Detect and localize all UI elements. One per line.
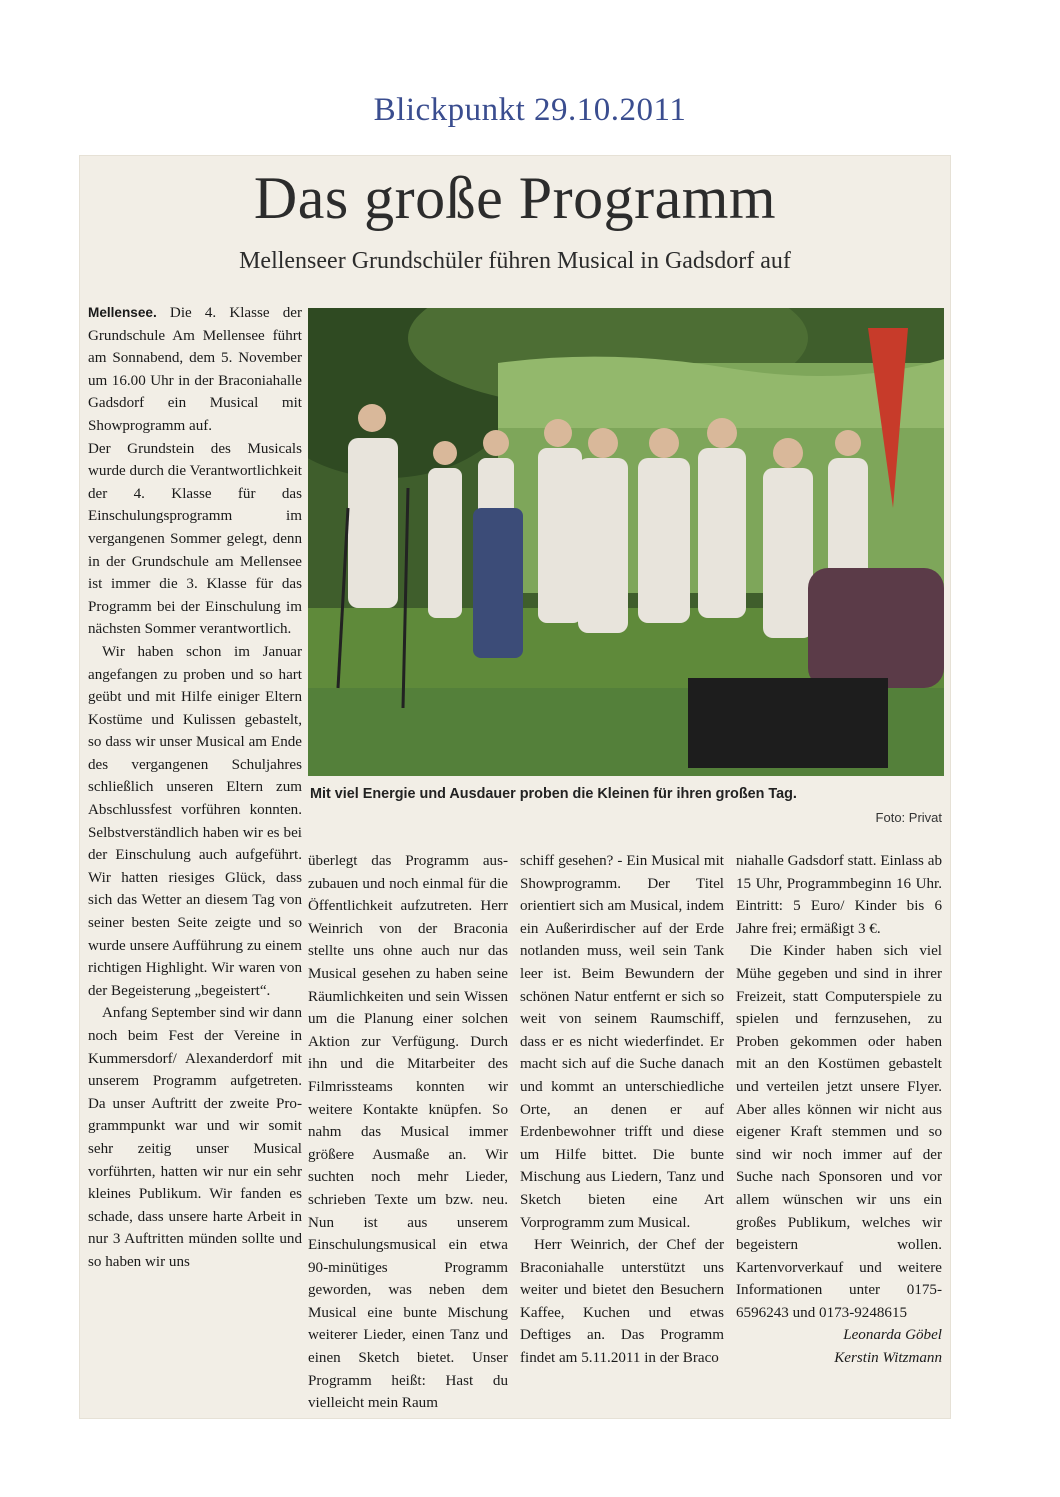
article-paragraph: Herr Weinrich, der Chef der Braconiahalle unterstützt uns weiter und bietet den Besuchern Kaffee, Kuchen und etwas Deftiges an. Das Programm findet am 5.11.2011 in der Braco: [520, 1237, 724, 1367]
photo-credit: Foto: Privat: [875, 810, 942, 825]
article-column-4: [736, 850, 942, 1370]
photo-caption: Mit viel Energie und Ausdauer proben die Kleinen für ihren großen Tag.: [310, 786, 797, 802]
article-photo: [308, 308, 944, 776]
paragraph-text: Die 4. Klasse der Grundschule Am Mellensee führt am Sonnabend, dem 5. November um 16.00 Uhr in der Braconiahalle Gadsdorf ein Musical mit Showprogramm auf.: [88, 305, 302, 434]
article-paragraph: Der Grundstein des Musicals wurde durch die Verantwortlichkeit der 4. Klasse für das Einschulungsprogramm im vergangenen Sommer gelegt, denn in der Grundschule am Mellensee ist immer die 3. Klasse für das Programm bei der Einschulung im nächsten Sommer verantwortlich.: [88, 440, 302, 638]
article-column-3: [520, 850, 724, 1370]
article-column-2: [308, 850, 508, 1415]
subheadline: Mellenseer Grundschüler führen Musical in Gadsdorf auf: [239, 248, 791, 274]
headline: Das große Programm: [253, 165, 777, 231]
article-paragraph: überlegt das Programm auszubauen und noch einmal für die Öffentlichkeit aufzutreten. Herr Weinrich von der Braconia stellte uns ohne auch nur das Musical gesehen zu haben seine Räumlichkeiten und sein Wissen um die Planung einer solchen Aktion zur Verfügung. Durch ihn und die Mitarbeiter des Filmrissteams konnten wir weitere Kontakte knüpfen. So nahm das Musical immer größere Ausmaße an. Wir suchten noch mehr Lieder, schrieben Texte um bzw. neu. Nun ist aus unserem Einschulungsmusical ein etwa 90-minütiges Programm geworden, was neben dem Musical eine bunte Mischung weiterer Lieder, einen Tanz und einen Sketch bietet. Unser Programm heißt: Hast du vielleicht mein Raum: [308, 853, 508, 1412]
article-paragraph: Wir haben schon im Januar angefangen zu proben und so hart geübt und mit Hilfe einiger Eltern Kostüme und Kulissen gebastelt, so dass wir unser Musical am Ende des vergangenen Schuljahres schließlich unseren Eltern zum Abschlussfest vorführen konnten. Selbstverständlich haben wir es bei der Einschulung auch aufgeführt. Wir hatten riesiges Glück, dass sich das Wetter an diesem Tag von seiner besten Seite zeigte und so wurde unsere Aufführung zu einem richtigen Highlight. Wir waren von der Begeisterung „begeistert“.: [88, 643, 302, 999]
article-paragraph: Die Kinder haben sich viel Mühe gegeben und sind in ihrer Freizeit, statt Computerspiele zu spielen und fernzusehen, zu Proben gekommen oder haben mit an den Kostümen gebastelt und verteilen jetzt unsere Flyer. Aber alles können wir nicht aus eigener Kraft stemmen und so sind wir noch immer auf der Suche nach Sponsoren und vor allem wünschen wir uns ein großes Publikum, welches wir begeistern wollen. Kartenvorverkauf und weitere Informationen unter 0175-6596243 und 0173-9248615: [736, 943, 942, 1321]
clipping-label: Blickpunkt 29.10.2011: [373, 92, 687, 128]
article-paragraph: Anfang September sind wir dann noch beim Fest der Vereine in Kummersdorf/ Alexanderdorf mit unserem Programm aufgetreten. Da unser Auftritt der zweite Programmpunkt war und wir somit sehr zeitig unser Musical vorführten, hatten wir nur ein sehr kleines Publikum. Wir fanden es schade, dass unsere harte Arbeit in nur 3 Auftritten münden sollte und so haben wir uns: [88, 1005, 302, 1270]
author-name: Kerstin Witzmann: [834, 1350, 942, 1367]
newspaper-clipping: [80, 156, 950, 1418]
article-column-1: [88, 302, 302, 1274]
choir-photo-illustration: [308, 308, 944, 776]
dateline: Mellensee.: [88, 305, 157, 320]
article-paragraph: schiff gesehen? - Ein Musical mit Showprogramm. Der Titel orientiert sich am Musical, indem ein Außerirdischer auf der Erde notlanden muss, weil sein Tank leer ist. Beim Bewundern der schönen Natur entfernt er sich so weit von seinem Raumschiff, dass er es nicht wiederfindet. Er macht sich auf die Suche danach und kommt an unterschiedliche Orte, an denen er auf Erdenbewohner trifft und diese um Hilfe bittet. Die bunte Mischung aus Liedern, Tanz und Sketch bieten eine Art Vorprogramm zum Musical.: [520, 853, 724, 1231]
article-paragraph: niahalle Gadsdorf statt. Einlass ab 15 Uhr, Programmbeginn 16 Uhr. Eintritt: 5 Euro/ Kinder bis 6 Jahre frei; ermäßigt 3 €.: [736, 853, 942, 937]
article-paragraph: [88, 302, 302, 438]
author-name: Leonarda Göbel: [843, 1327, 942, 1344]
